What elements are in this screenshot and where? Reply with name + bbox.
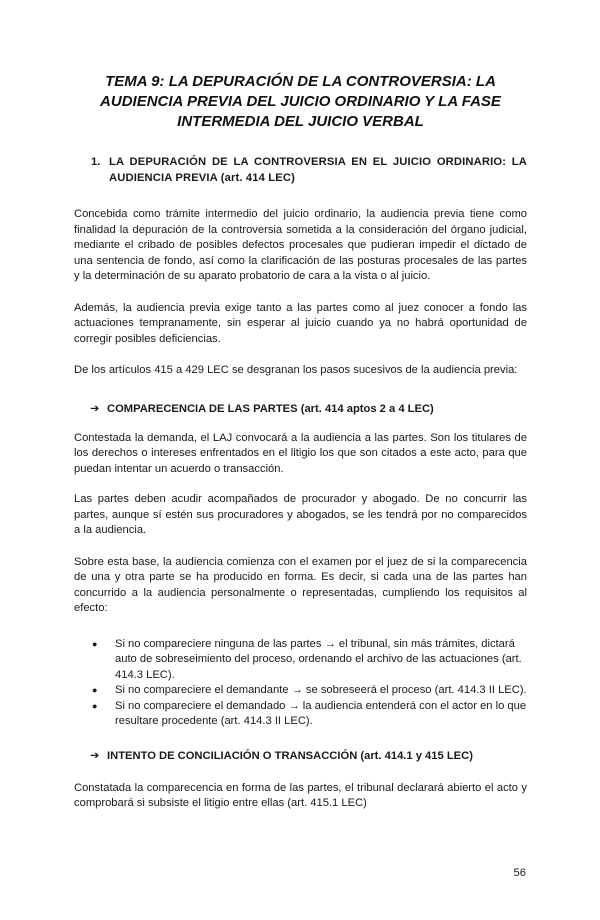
arrow-icon: ➔ [90,402,100,415]
subheading-text: INTENTO DE CONCILIACIÓN O TRANSACCIÓN (art. 414.1 y 415 LEC) [107,749,473,762]
document-page [0,72,600,920]
paragraph-steps: De los artículos 415 a 429 LEC se desgranan los pasos sucesivos de la audiencia previa: [74,364,518,376]
paragraph-conciliacion: Constatada la comparecencia en forma de las partes, el tribunal declarará abierto el acto y comprobará si subsiste el litigio entre ellas (art. 415.1 LEC) [74,781,527,809]
list-item [92,637,527,684]
paragraph-examen: Sobre esta base, la audiencia comienza con el examen por el juez de si la comparecencia de una y otra parte se ha producido en forma. Es decir, si cada una de las partes han concurrido a la audiencia personalmente o representadas, cumpliendo los requisitos al efecto: [74,555,527,614]
paragraph-requirements: Además, la audiencia previa exige tanto a las partes como al juez conocer a fondo las actuaciones tempranamente, sin esperar al juicio cuando ya no habrá oportunidad de corregir posibles deficiencias. [74,301,527,345]
arrow-icon: ➔ [90,749,100,762]
section-heading-text: LA DEPURACIÓN DE LA CONTROVERSIA EN EL JUICIO ORDINARIO: LA AUDIENCIA PREVIA (art. 414 LEC) [109,156,527,184]
list-item [92,683,527,699]
subheading-conciliacion [74,748,527,764]
subheading-text: COMPARECENCIA DE LAS PARTES (art. 414 aptos 2 a 4 LEC) [107,402,434,415]
bullet-icon: ● [92,685,98,695]
list-item [92,699,527,730]
list-item-text: Si no compareciere ninguna de las partes → el tribunal, sin más trámites, dictará auto de sobreseimiento del proceso, ordenando el archivo de las actuaciones (art. 414.3 LEC). [115,637,522,681]
paragraph-convocatoria: Contestada la demanda, el LAJ convocará a la audiencia a las partes. Son los titulares de los derechos o intereses enfrentados en el litigio los que son citados a este acto, para que puedan intentar un acuerdo o transacción. [74,431,527,475]
list-item-text: Si no compareciere el demandado → la audiencia entenderá con el actor en lo que resultare procedente (art. 414.3 II LEC). [115,699,527,727]
section-heading [74,154,527,186]
list-item-text: Si no compareciere el demandante → se sobreseerá el proceso (art. 414.3 II LEC). [115,684,527,696]
bullet-icon: ● [92,638,98,649]
subheading-comparecencia [74,401,527,417]
paragraph-intro: Concebida como trámite intermedio del juicio ordinario, la audiencia previa tiene como finalidad la depuración de la controversia sometida a la consideración del órgano judicial, mediante el cribado de posibles defectos procesales que pudieran impedir el dictado de una sentencia de fondo, así como la clarificación de las posturas procesales de las partes y la determinación de su aparato probatorio de cara a la vista o al juicio. [74,208,527,282]
bullet-icon: ● [92,700,98,711]
paragraph-procurador: Las partes deben acudir acompañados de procurador y abogado. De no concurrir las partes, aunque sí estén sus procuradores y abogados, se les tendrá por no comparecidos a la audiencia. [74,493,527,536]
bullet-list [74,637,527,730]
page-number: 56 [513,867,526,879]
document-title: TEMA 9: LA DEPURACIÓN DE LA CONTROVERSIA: LA AUDIENCIA PREVIA DEL JUICIO ORDINARIO Y LA FASE INTERMEDIA DEL JUICIO VERBAL [100,73,501,130]
section-number: 1. [91,156,101,168]
